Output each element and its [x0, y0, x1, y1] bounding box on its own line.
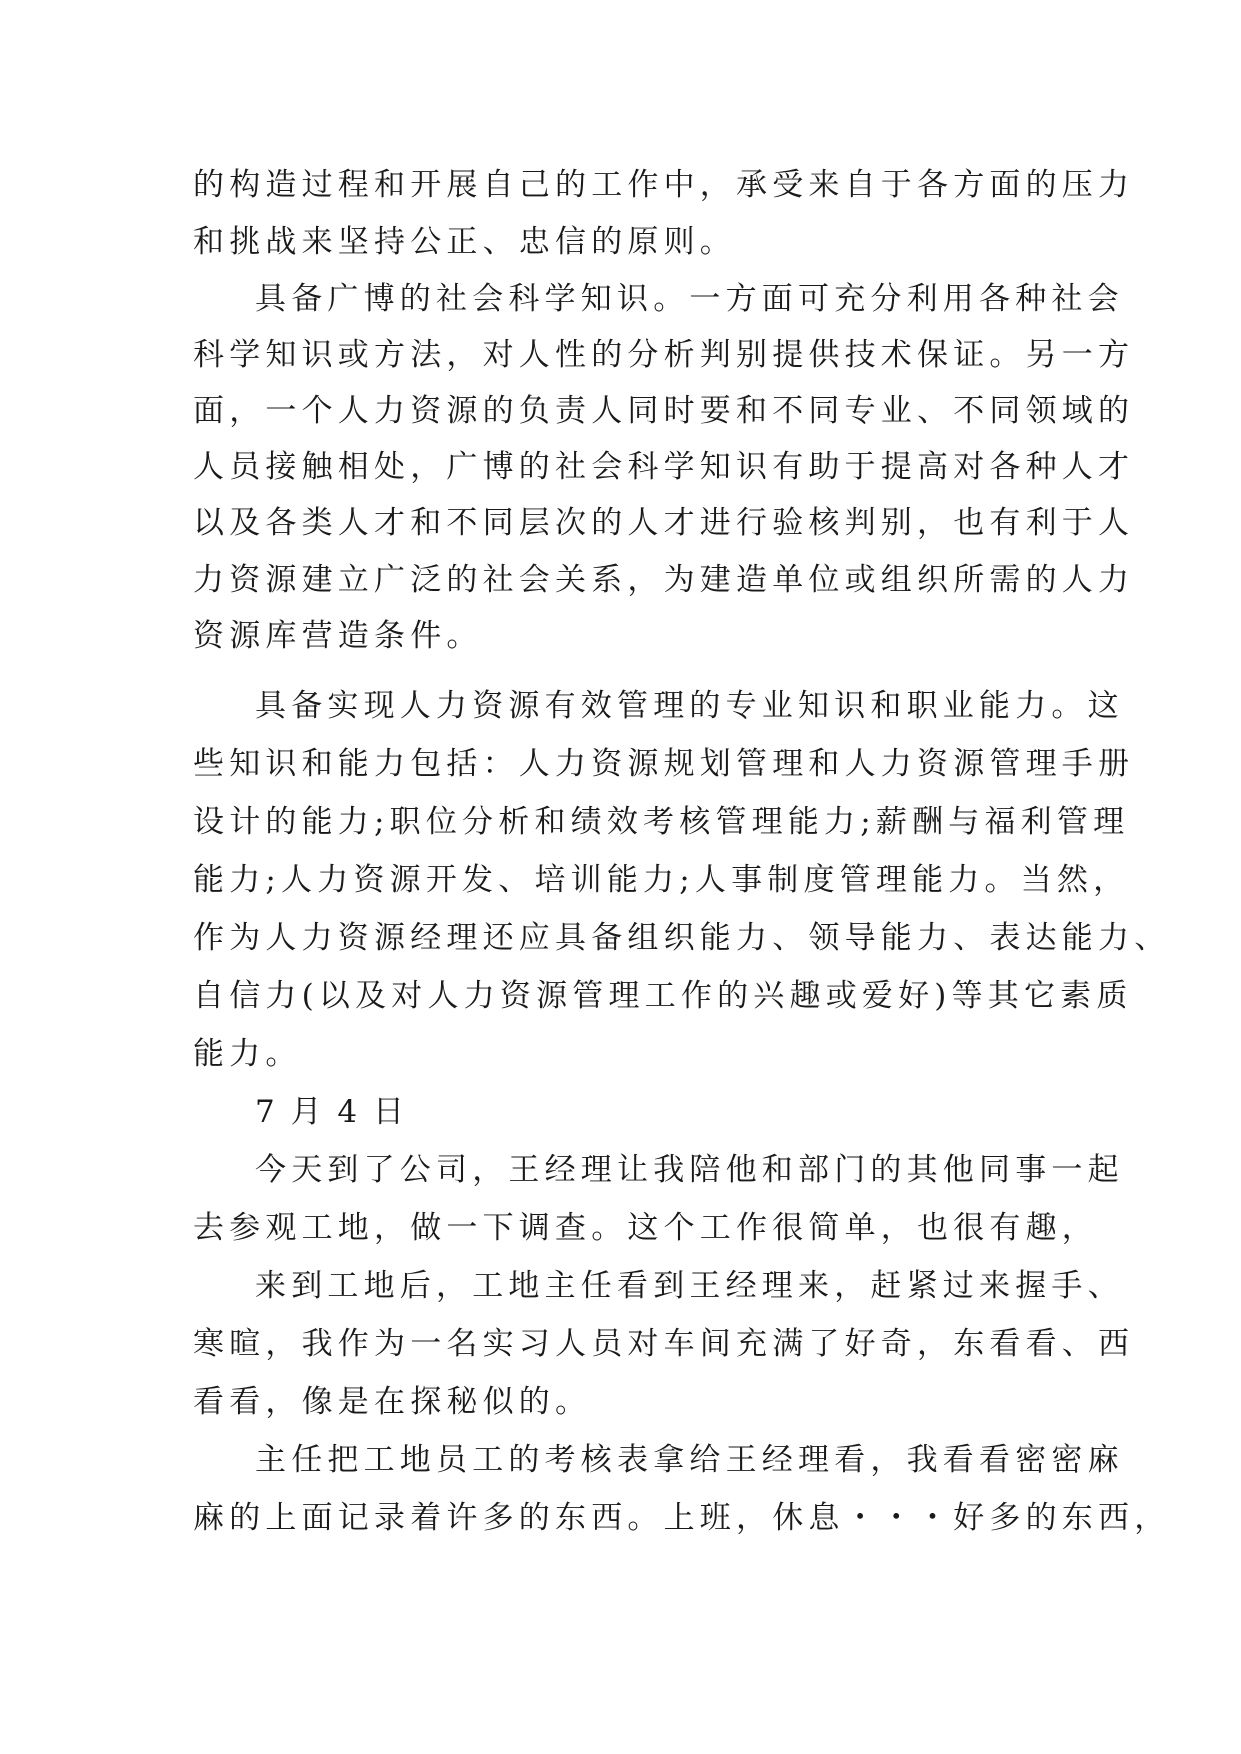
- diary-date: 7 月 4 日: [255, 1094, 408, 1130]
- paragraph-line: 作为人力资源经理还应具备组织能力、领导能力、表达能力、: [193, 920, 1171, 956]
- paragraph-line: 能力;人力资源开发、培训能力;人事制度管理能力。当然，: [193, 862, 1130, 898]
- paragraph-line: 和挑战来坚持公正、忠信的原则。: [193, 224, 736, 260]
- paragraph-line: 面，一个人力资源的负责人同时要和不同专业、不同领域的: [193, 393, 1135, 429]
- paragraph-line: 科学知识或方法，对人性的分析判别提供技术保证。另一方: [193, 337, 1135, 373]
- paragraph-line: 能力。: [193, 1036, 302, 1072]
- paragraph-line: 力资源建立广泛的社会关系，为建造单位或组织所需的人力: [193, 562, 1135, 598]
- paragraph-line: 看看，像是在探秘似的。: [193, 1384, 592, 1420]
- paragraph-line: 具备广博的社会科学知识。一方面可充分利用各种社会: [255, 281, 1124, 317]
- paragraph-line: 去参观工地，做一下调查。这个工作很简单，也很有趣，: [193, 1210, 1098, 1246]
- paragraph-line: 设计的能力;职位分析和绩效考核管理能力;薪酬与福利管理: [193, 804, 1130, 840]
- paragraph-line: 麻的上面记录着许多的东西。上班，休息・・・好多的东西，: [193, 1500, 1171, 1536]
- paragraph-line: 来到工地后，工地主任看到王经理来，赶紧过来握手、: [255, 1268, 1124, 1304]
- paragraph-line: 以及各类人才和不同层次的人才进行验核判别，也有利于人: [193, 505, 1135, 541]
- paragraph-line: 寒暄，我作为一名实习人员对车间充满了好奇，东看看、西: [193, 1326, 1135, 1362]
- paragraph-line: 主任把工地员工的考核表拿给王经理看，我看看密密麻: [255, 1442, 1124, 1478]
- paragraph-line: 的构造过程和开展自己的工作中，承受来自于各方面的压力: [193, 167, 1135, 203]
- paragraph-line: 资源库营造条件。: [193, 618, 483, 654]
- paragraph-line: 具备实现人力资源有效管理的专业知识和职业能力。这: [255, 688, 1124, 724]
- paragraph-line: 自信力(以及对人力资源管理工作的兴趣或爱好)等其它素质: [193, 978, 1133, 1014]
- paragraph-line: 人员接触相处，广博的社会科学知识有助于提高对各种人才: [193, 449, 1135, 485]
- paragraph-line: 今天到了公司，王经理让我陪他和部门的其他同事一起: [255, 1152, 1124, 1188]
- paragraph-line: 些知识和能力包括：人力资源规划管理和人力资源管理手册: [193, 746, 1135, 782]
